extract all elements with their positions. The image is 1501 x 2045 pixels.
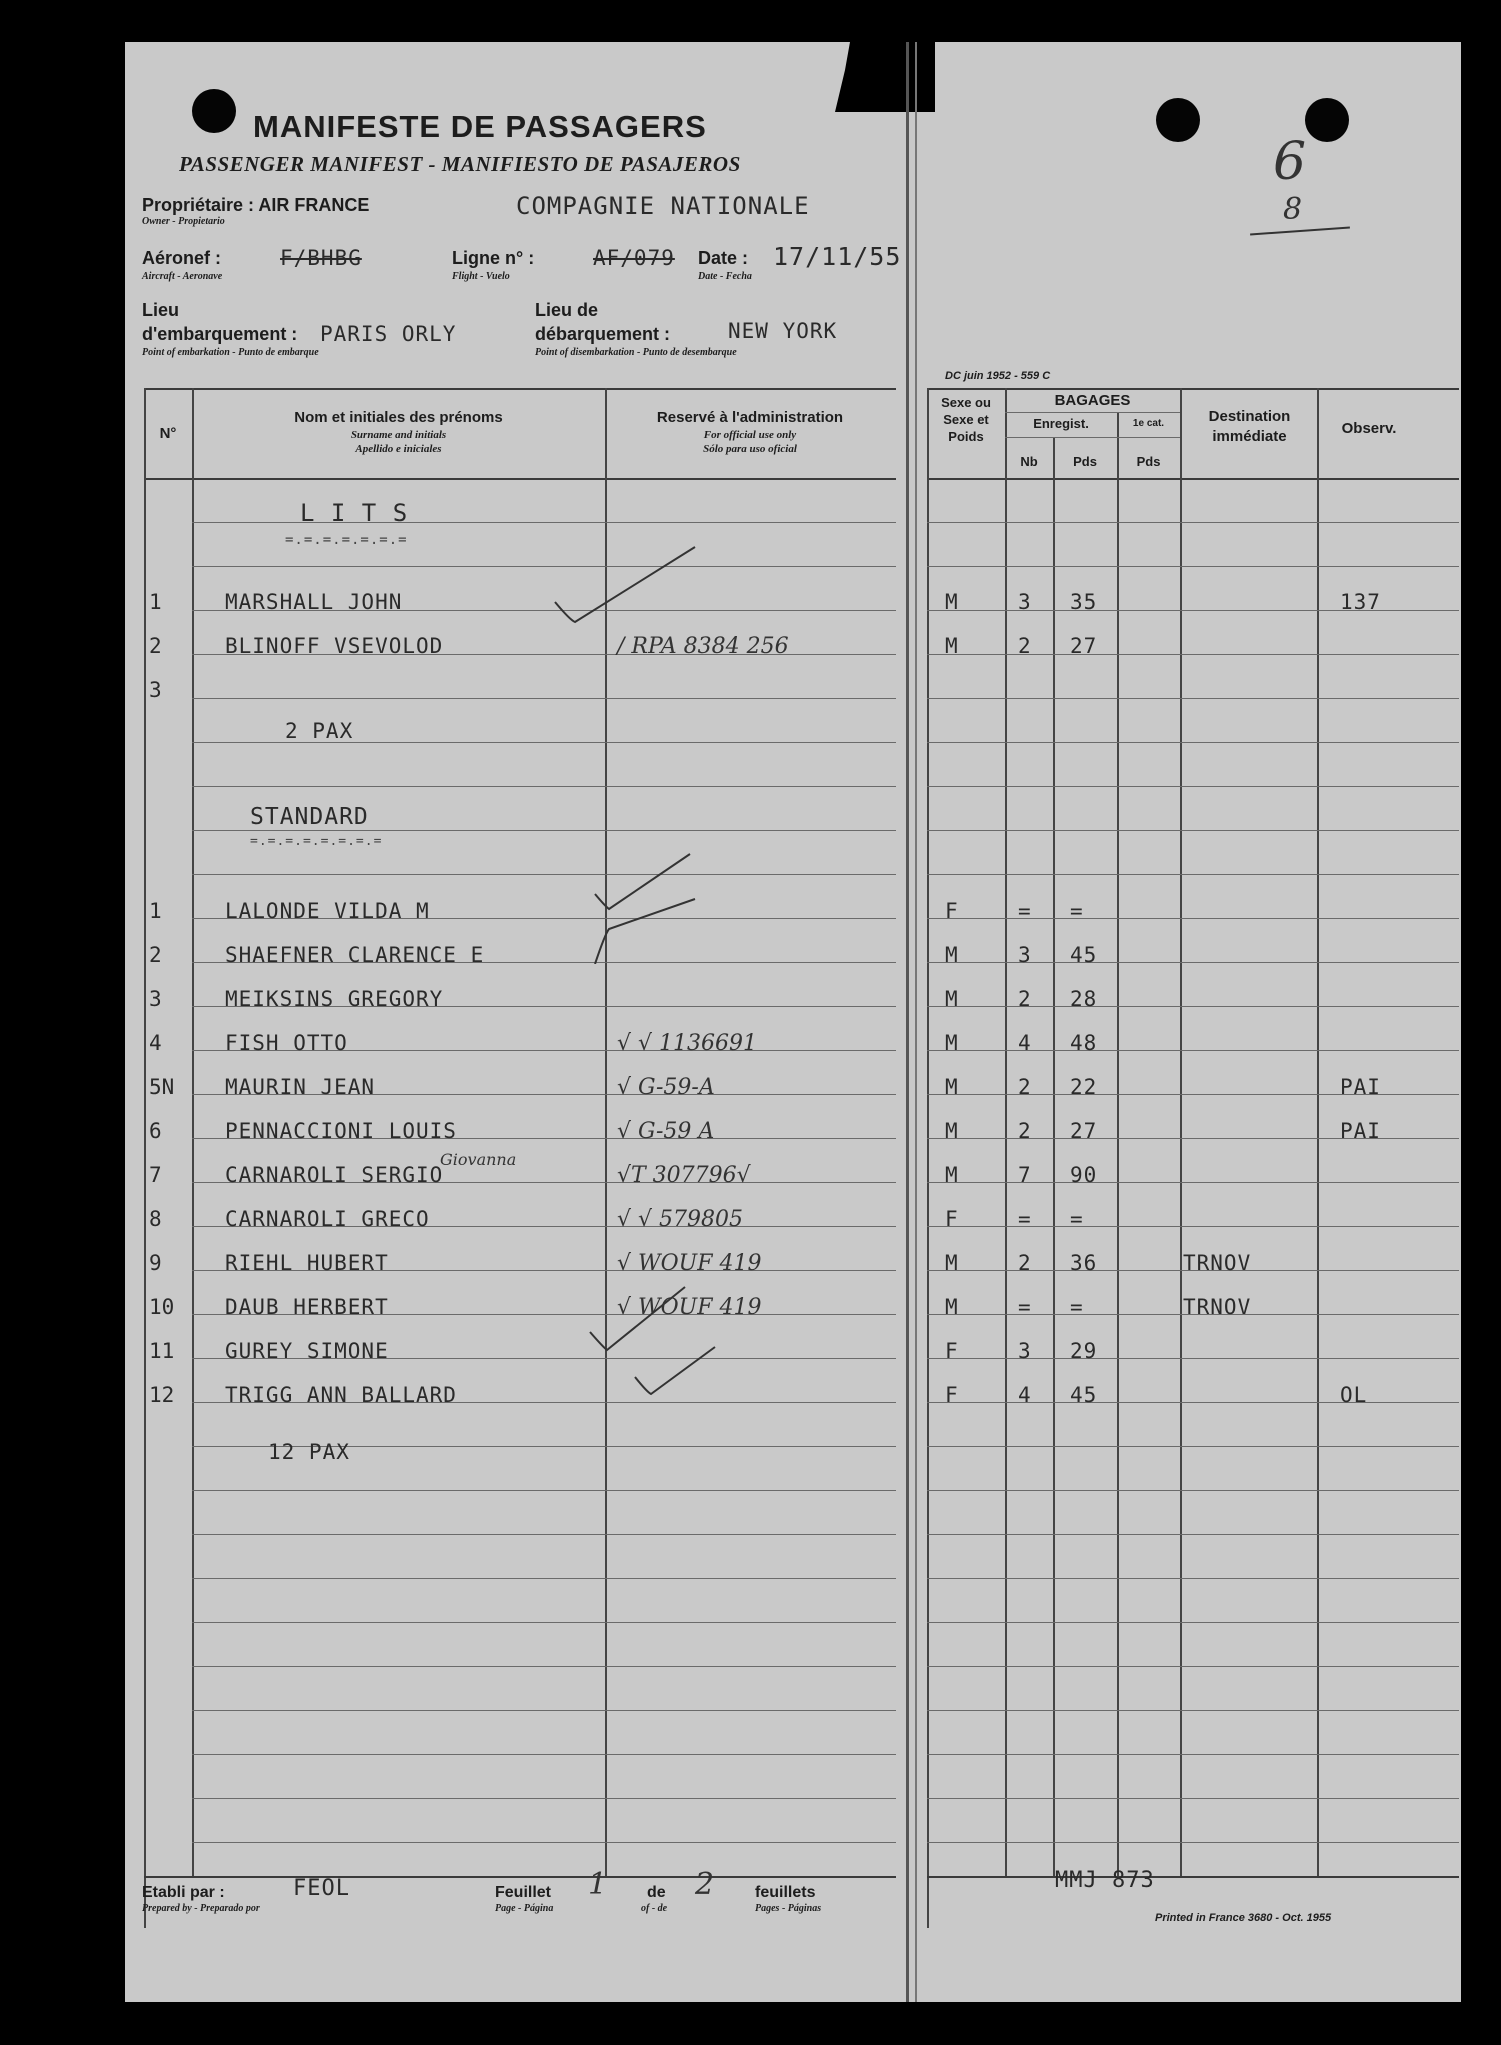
- cell-name: MEIKSINS GREGORY: [225, 987, 444, 1011]
- cell-nb: 3: [1018, 943, 1032, 967]
- cell-admin: √ √ 579805: [617, 1207, 744, 1232]
- col-header-nb: Nb: [1020, 454, 1038, 469]
- cell-name: BLINOFF VSEVOLOD: [225, 634, 444, 658]
- embark-label-2: d'embarquement :: [142, 324, 298, 344]
- printed-note: Printed in France 3680 - Oct. 1955: [1155, 1912, 1332, 1924]
- col-header-admin: Reservé à l'administration: [656, 409, 844, 426]
- col-header-observations: Observ.: [1341, 420, 1397, 437]
- rule-right: [927, 1050, 1459, 1051]
- rule-right: [927, 1710, 1459, 1711]
- rule-left: [192, 1622, 896, 1623]
- manifest-sheet: [125, 42, 1461, 2002]
- center-fold-2: [915, 42, 917, 2002]
- aircraft-label: Aéronef :: [142, 248, 222, 268]
- enregist-divider: [1005, 437, 1180, 438]
- form-reference: DC juin 1952 - 559 C: [945, 370, 1051, 382]
- rule-right: [927, 830, 1459, 831]
- rule-right: [927, 698, 1459, 699]
- checkmark-marshall: [545, 542, 705, 662]
- rule-right: [927, 1226, 1459, 1227]
- sheet-label: Feuillet: [495, 1884, 552, 1901]
- cell-pds: 45: [1070, 943, 1098, 967]
- section-lits-underline: =.=.=.=.=.=.=: [285, 532, 408, 548]
- rule-right: [927, 1358, 1459, 1359]
- rule-right: [927, 522, 1459, 523]
- cell-sex: M: [945, 1075, 959, 1099]
- prepared-sub: Prepared by - Preparado por: [142, 1903, 260, 1914]
- sheet-sub: Page - Página: [495, 1903, 554, 1914]
- cell-pds: =: [1070, 1295, 1084, 1319]
- cell-nb: 3: [1018, 1339, 1032, 1363]
- disembark-value: NEW YORK: [728, 319, 838, 343]
- cell-no: 12: [149, 1383, 175, 1407]
- cell-nb: 4: [1018, 1383, 1032, 1407]
- punch-hole-middle: [1156, 98, 1200, 142]
- disembark-label-1: Lieu de: [535, 300, 599, 320]
- cell-pds: 90: [1070, 1163, 1098, 1187]
- cell-no: 1: [149, 899, 162, 923]
- col-no-divider: [192, 388, 194, 1878]
- col-header-admin-sub1: For official use only: [703, 429, 797, 441]
- right-table-bottom: [927, 1876, 1459, 1878]
- cell-no: 8: [149, 1207, 162, 1231]
- rule-left: [192, 1842, 896, 1843]
- rule-left: [192, 1666, 896, 1667]
- col-header-sex: Sexe ou Sexe et Poids: [941, 395, 991, 444]
- cell-dest: TRNOV: [1183, 1295, 1252, 1319]
- owner-label: Propriétaire : AIR FRANCE: [142, 195, 370, 215]
- center-fold: [906, 42, 909, 2002]
- rule-right: [927, 1666, 1459, 1667]
- cell-nb: 2: [1018, 634, 1032, 658]
- checkmark-trigg: [625, 1342, 725, 1422]
- cell-name: GUREY SIMONE: [225, 1339, 389, 1363]
- checkmark-lalonde: [585, 834, 715, 964]
- cell-sex: M: [945, 1031, 959, 1055]
- rule-right: [927, 1006, 1459, 1007]
- cell-name: MAURIN JEAN: [225, 1075, 376, 1099]
- col-sex-divider: [1005, 388, 1007, 1878]
- rule-left: [192, 522, 896, 523]
- cell-sex: M: [945, 943, 959, 967]
- cell-admin: √ G-59 A: [617, 1119, 715, 1144]
- cell-nb: 4: [1018, 1031, 1032, 1055]
- cell-no: 2: [149, 634, 162, 658]
- aircraft-sub: Aircraft - Aeronave: [142, 271, 223, 282]
- sheet-value: 1: [588, 1867, 608, 1902]
- cell-name: DAUB HERBERT: [225, 1295, 389, 1319]
- cell-name: MARSHALL JOHN: [225, 590, 403, 614]
- date-sub: Date - Fecha: [698, 271, 752, 282]
- rule-right: [927, 742, 1459, 743]
- rule-left: [192, 1798, 896, 1799]
- rule-right: [927, 1402, 1459, 1403]
- cell-no: 5N: [149, 1075, 175, 1099]
- flight-label: Ligne n° :: [452, 248, 535, 268]
- cell-pds: =: [1070, 899, 1084, 923]
- cell-no: 7: [149, 1163, 162, 1187]
- cell-pds: 36: [1070, 1251, 1098, 1275]
- rule-right: [927, 1490, 1459, 1491]
- col-header-pds2: Pds: [1136, 454, 1161, 469]
- disembark-sub: Point of disembarkation - Punto de desembarque: [535, 347, 737, 358]
- cell-obs: 137: [1340, 590, 1381, 614]
- date-value: 17/11/55: [773, 242, 902, 271]
- lits-count: 2 PAX: [285, 719, 354, 743]
- cell-obs: PAI: [1340, 1119, 1381, 1143]
- cell-nb: =: [1018, 1295, 1032, 1319]
- rule-right: [927, 918, 1459, 919]
- cell-no: 3: [149, 678, 162, 702]
- cell-pds: 27: [1070, 634, 1098, 658]
- cell-sex: M: [945, 1251, 959, 1275]
- left-table-top: [144, 388, 896, 390]
- disembark-label-2: débarquement :: [535, 324, 671, 344]
- rule-right: [927, 1182, 1459, 1183]
- col-header-enregist: Enregist.: [1033, 416, 1089, 431]
- cell-name: SHAEFNER CLARENCE E: [225, 943, 485, 967]
- col-header-name-sub2: Apellido e iniciales: [355, 443, 442, 455]
- rule-left: [192, 698, 896, 699]
- rule-right: [927, 1798, 1459, 1799]
- right-left-border: [927, 388, 929, 1928]
- cell-nb: 2: [1018, 1075, 1032, 1099]
- rule-left: [192, 1710, 896, 1711]
- col-header-no: N°: [159, 425, 177, 442]
- rule-left: [192, 786, 896, 787]
- of-label: de: [647, 1884, 666, 1901]
- owner-value: COMPAGNIE NATIONALE: [516, 192, 810, 220]
- left-table-header-bottom: [144, 478, 896, 480]
- cell-nb: 2: [1018, 1119, 1032, 1143]
- page-subtitle: PASSENGER MANIFEST - MANIFIESTO DE PASAJEROS: [179, 152, 741, 176]
- cell-sex: M: [945, 590, 959, 614]
- cell-pds: =: [1070, 1207, 1084, 1231]
- col-header-bagages: BAGAGES: [1054, 392, 1131, 409]
- embark-label-1: Lieu: [142, 300, 180, 320]
- col-header-admin-sub2: Sólo para uso oficial: [703, 443, 797, 455]
- rule-left: [192, 830, 896, 831]
- rule-left: [192, 1534, 896, 1535]
- cell-admin: √ G-59-A: [617, 1075, 715, 1100]
- date-label: Date :: [698, 248, 749, 268]
- cell-sex: F: [945, 1383, 959, 1407]
- cell-name: CARNAROLI SERGIO: [225, 1163, 444, 1187]
- torn-notch: [835, 42, 935, 112]
- flight-value: AF/079: [593, 246, 675, 270]
- col-pds-divider: [1117, 412, 1119, 1878]
- embark-sub: Point of embarkation - Punto de embarque: [142, 347, 319, 358]
- cell-nb: 7: [1018, 1163, 1032, 1187]
- col-header-first-class: 1e cat.: [1132, 418, 1165, 429]
- rule-right: [927, 1754, 1459, 1755]
- cell-no: 6: [149, 1119, 162, 1143]
- cell-pds: 22: [1070, 1075, 1098, 1099]
- rule-right: [927, 786, 1459, 787]
- cell-pds: 28: [1070, 987, 1098, 1011]
- rule-left: [192, 566, 896, 567]
- cell-sex: M: [945, 1163, 959, 1187]
- section-standard: STANDARD: [250, 804, 369, 830]
- rule-left: [192, 874, 896, 875]
- col-header-destination: Destination immédiate: [1208, 408, 1291, 445]
- col-header-name-sub1: Surname and initials: [350, 429, 447, 441]
- cell-pds: 48: [1070, 1031, 1098, 1055]
- cell-name: RIEHL HUBERT: [225, 1251, 389, 1275]
- rule-right: [927, 962, 1459, 963]
- col-pds2-divider: [1180, 388, 1182, 1878]
- corner-mark-8: 8: [1283, 192, 1303, 227]
- col-header-name: Nom et initiales des prénoms: [294, 409, 503, 426]
- section-lits: L I T S: [300, 499, 409, 527]
- cell-name: PENNACCIONI LOUIS: [225, 1119, 457, 1143]
- pages-sub: Pages - Páginas: [755, 1903, 822, 1914]
- punch-hole-left: [192, 89, 236, 133]
- cell-no: 4: [149, 1031, 162, 1055]
- cell-admin: √ √ 1136691: [617, 1031, 758, 1056]
- cell-sex: M: [945, 1295, 959, 1319]
- col-dest-divider: [1317, 388, 1319, 1878]
- rule-left: [192, 1754, 896, 1755]
- cell-sex: F: [945, 1207, 959, 1231]
- rule-right: [927, 1578, 1459, 1579]
- cell-no: 3: [149, 987, 162, 1011]
- cell-nb: 3: [1018, 590, 1032, 614]
- rule-left: [192, 1490, 896, 1491]
- cell-no: 11: [149, 1339, 175, 1363]
- cell-name: CARNAROLI GRECO: [225, 1207, 430, 1231]
- prepared-value: FEOL: [293, 1876, 350, 1901]
- cell-no: 2: [149, 943, 162, 967]
- pages-label: feuillets: [755, 1884, 816, 1901]
- cell-admin: √ WOUF 419: [617, 1251, 762, 1276]
- rule-right: [927, 874, 1459, 875]
- cell-nb: 2: [1018, 987, 1032, 1011]
- rule-right: [927, 1842, 1459, 1843]
- cell-sex: F: [945, 1339, 959, 1363]
- cell-no: 1: [149, 590, 162, 614]
- rule-right: [927, 1534, 1459, 1535]
- stamp-mmj: MMJ 873: [1055, 1868, 1155, 1893]
- cell-name: FISH OTTO: [225, 1031, 348, 1055]
- of-sub: of - de: [641, 1903, 668, 1914]
- flight-sub: Flight - Vuelo: [452, 271, 510, 282]
- cell-name: TRIGG ANN BALLARD: [225, 1383, 457, 1407]
- col-header-pds: Pds: [1073, 454, 1097, 469]
- cell-name: LALONDE VILDA M: [225, 899, 430, 923]
- aircraft-value: F/BHBG: [280, 246, 362, 270]
- bagages-divider: [1005, 412, 1180, 413]
- rule-right: [927, 654, 1459, 655]
- cell-no: 9: [149, 1251, 162, 1275]
- cell-nb: =: [1018, 1207, 1032, 1231]
- cell-pds: 45: [1070, 1383, 1098, 1407]
- cell-dest: TRNOV: [1183, 1251, 1252, 1275]
- prepared-label: Etabli par :: [142, 1884, 225, 1901]
- section-standard-underline: =.=.=.=.=.=.=.=: [250, 834, 383, 849]
- cell-sex: F: [945, 899, 959, 923]
- rule-right: [927, 1622, 1459, 1623]
- punch-hole-right: [1305, 98, 1349, 142]
- left-border: [144, 388, 146, 1928]
- cell-no: 10: [149, 1295, 175, 1319]
- page-title: MANIFESTE DE PASSAGERS: [253, 109, 707, 144]
- left-table-bottom: [144, 1876, 896, 1878]
- cell-obs: PAI: [1340, 1075, 1381, 1099]
- cell-admin: / RPA 8384 256: [617, 634, 789, 659]
- cell-sex: M: [945, 634, 959, 658]
- cell-admin: √T 307796√: [617, 1163, 751, 1188]
- owner-sub: Owner - Propietario: [142, 216, 225, 227]
- corner-underline: [1250, 227, 1350, 236]
- embark-value: PARIS ORLY: [320, 322, 457, 346]
- standard-count: 12 PAX: [268, 1440, 350, 1464]
- rule-right: [927, 566, 1459, 567]
- of-value: 2: [695, 1867, 715, 1902]
- cell-nb: 2: [1018, 1251, 1032, 1275]
- cell-admin: √ WOUF 419: [617, 1295, 762, 1320]
- cell-pds: 35: [1070, 590, 1098, 614]
- cell-obs: OL: [1340, 1383, 1368, 1407]
- cell-sex: M: [945, 1119, 959, 1143]
- cell-sex: M: [945, 987, 959, 1011]
- annotation-giovanna: Giovanna: [440, 1150, 517, 1169]
- corner-mark-6: 6: [1273, 132, 1307, 192]
- rule-left: [192, 1578, 896, 1579]
- cell-pds: 29: [1070, 1339, 1098, 1363]
- cell-pds: 27: [1070, 1119, 1098, 1143]
- rule-right: [927, 1446, 1459, 1447]
- cell-nb: =: [1018, 899, 1032, 923]
